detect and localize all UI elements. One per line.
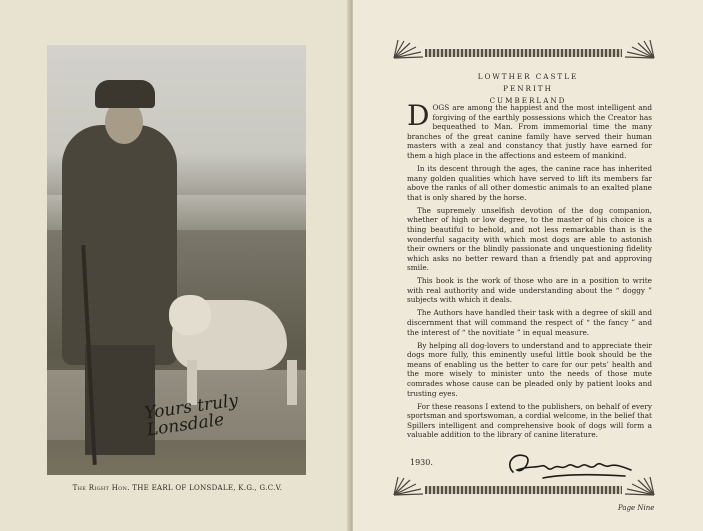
paragraph-2: In its descent through the ages, the canine race has inherited many golden qualities which have served to lift its members far above the ranks of all other domestic animals to an exalted plane that is only shared by the horse. [407, 163, 652, 202]
top-left-fan-ornament [392, 38, 424, 60]
photo-man-legs [85, 345, 155, 455]
photo-dog-head [169, 295, 211, 335]
paragraph-6: By helping all dog-lovers to understand and to appreciate their dogs more fully, this eminently useful little book should be the means of enabling us the better to care for our pets’ health and the more wisely to minister unto the needs of those mute comrades whose cause can be pleaded only by patient looks and trusting eyes. [407, 340, 652, 398]
portrait-photograph [47, 45, 306, 475]
page-number: Page Nine [618, 504, 655, 512]
paragraph-3: The supremely unselfish devotion of the dog companion, whether of high or low degree, to the master of his choice is a thing beautiful to behold, and not less remarkable than is the wonderful sagacity with which most dogs are able to astonish their owners or the blindly passionate and unquestioning fidelity which asks no better reward than a friendly pat and approving smile. [407, 205, 652, 273]
photo-man-figure [62, 125, 177, 365]
bottom-left-fan-ornament [392, 475, 424, 497]
letterhead-line-3: CUMBERLAND [489, 96, 567, 105]
top-right-fan-ornament [624, 38, 656, 60]
photo-caption [40, 484, 315, 492]
drop-cap: D [407, 99, 430, 132]
paragraph-1: DOGS are among the happiest and the most intelligent and forgiving of the earthly possessions which the Creator has bequeathed to Man. From immemorial time the many branches of the great canine family have served their human masters with a zeal and constancy that justly have earned for them a high place in the affections and esteem of mankind. [407, 99, 652, 160]
bottom-ornament-bar [425, 486, 622, 494]
caption-title: THE EARL OF LONSDALE, K.G., G.C.V. [132, 484, 283, 492]
letterhead-line-2: PENRITH [503, 84, 553, 93]
paragraph-4: This book is the work of those who are in a position to write with real authority and wide understanding about the “ doggy ” subjects with which it deals. [407, 276, 652, 305]
photo-handwritten-signature: Yours truly Lonsdale [143, 390, 240, 441]
top-ornament-bar [425, 49, 622, 57]
lonsdale-signature [503, 444, 638, 484]
foreword-year: 1930. [410, 458, 433, 467]
photo-man-hat [95, 80, 155, 108]
caption-prefix: The Right Hon. [72, 484, 130, 492]
paragraph-5: The Authors have handled their task with a degree of skill and discernment that will command the respect of “ the fancy ” and the interest of “ the novitiate ” in equal measure. [407, 308, 652, 337]
paragraph-7: For these reasons I extend to the publishers, on behalf of every sportsman and sportswoman, a cordial welcome, in the belief that Spillers intelligent and comprehensive book of dogs will form a valuable addition to the library of canine literature. [407, 401, 652, 440]
letterhead-line-1: LOWTHER CASTLE [477, 72, 579, 81]
bottom-right-fan-ornament [624, 475, 656, 497]
